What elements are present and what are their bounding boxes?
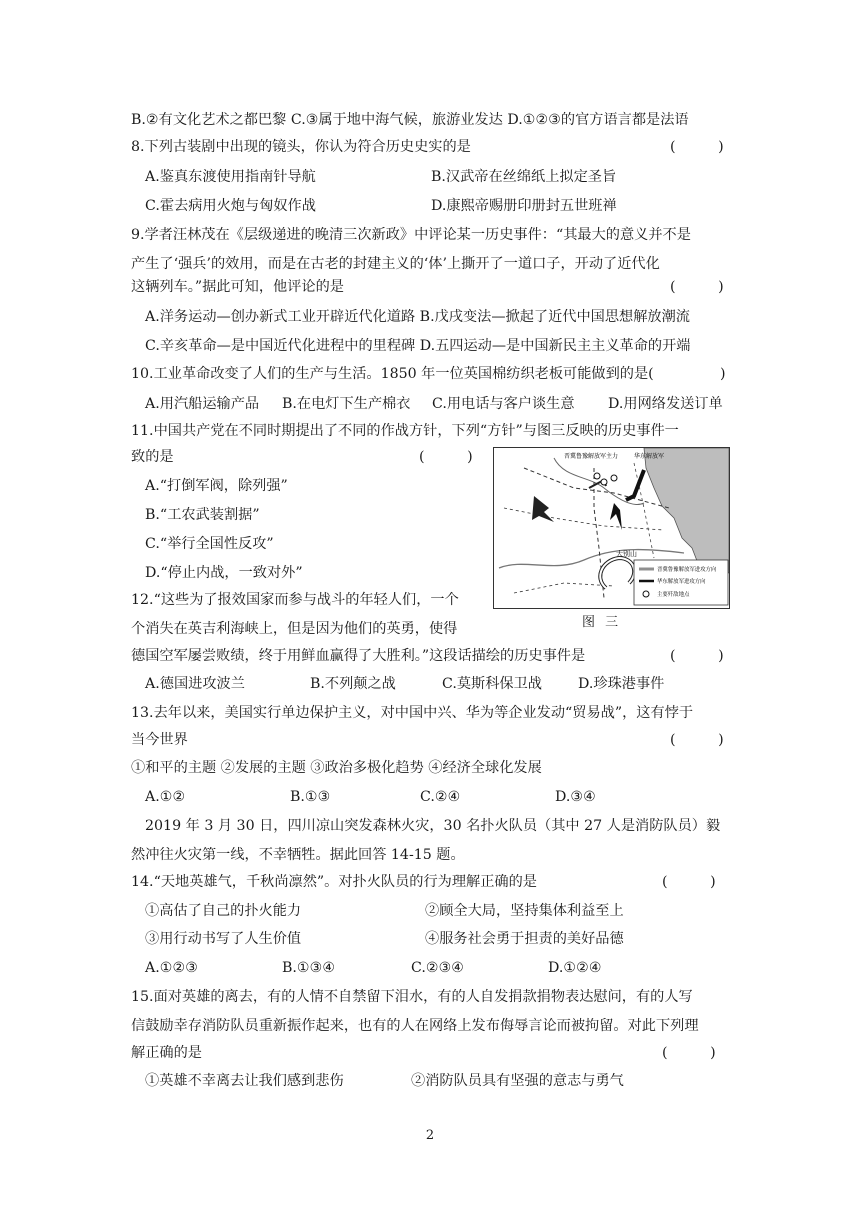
q14-option-a: A.①②③ <box>145 960 198 976</box>
q13-option-a: A.①② <box>145 789 186 805</box>
q11-option-a: A.“打倒军阀，除列强” <box>145 478 288 494</box>
q9-stem-line2: 产生了‘强兵’的效用，而是在古老的封建主义的‘体’上撕开了一道口子，开动了近代化 <box>131 256 660 272</box>
q13-option-c: C.②④ <box>420 789 461 805</box>
label-dbs: 大别山 <box>616 550 637 558</box>
q15-statement-2: ②消防队员具有坚强的意志与勇气 <box>411 1073 624 1089</box>
q8-stem: 8.下列古装剧中出现的镜头，你认为符合历史史实的是 <box>131 139 471 155</box>
q10-option-d: D.用网络发送订单 <box>608 396 723 412</box>
q11-option-c: C.“举行全国性反攻” <box>145 536 274 552</box>
q13-option-b: B.①③ <box>290 789 331 805</box>
q12-stem-line2: 个消失在英吉利海峡上，但是因为他们的英勇，使得 <box>131 621 458 637</box>
q12-option-d: D.珍珠港事件 <box>578 676 665 692</box>
legend-item: 华东解放军进攻方向 <box>657 579 706 585</box>
q12-stem-line3: 德国空军屡尝败绩，终于用鲜血赢得了大胜利。”这段话描绘的历史事件是 <box>131 648 586 664</box>
q12-option-b: B.不列颠之战 <box>310 676 396 692</box>
q10-option-c: C.用电话与客户谈生意 <box>432 396 575 412</box>
q9-stem-line3: 这辆列车。”据此可知，他评论的是 <box>131 279 344 295</box>
q11-option-d: D.“停止内战，一致对外” <box>145 565 303 581</box>
q14-statement-4: ④服务社会勇于担责的美好品德 <box>425 931 624 947</box>
q14-statement-2: ②顾全大局，坚持集体利益至上 <box>425 903 624 919</box>
q14-statement-1: ①高估了自己的扑火能力 <box>145 903 302 919</box>
q11-option-b: B.“工农武装割据” <box>145 507 260 523</box>
q9-stem-line1: 9.学者汪林茂在《层级递进的晚清三次新政》中评论某一历史事件：“其最大的意义并不是 <box>131 227 691 243</box>
q11-stem-line1: 11.中国共产党在不同时期提出了不同的作战方针，下列“方针”与图三反映的历史事件一 <box>131 423 679 439</box>
q15-stem-line2: 信鼓励幸存消防队员重新振作起来，也有的人在网络上发布侮辱言论而被拘留。对此下列理 <box>131 1018 699 1034</box>
q14-option-c: C.②③④ <box>411 960 465 976</box>
q11-stem-line2: 致的是 <box>131 449 174 465</box>
q8-option-b: B.汉武帝在丝绵纸上拟定圣旨 <box>431 169 617 185</box>
q12-option-c: C.莫斯科保卫战 <box>442 676 542 692</box>
q12-stem-line1: 12.“这些为了报效国家而参与战斗的年轻人们，一个 <box>131 592 459 608</box>
q13-stem-line2: 当今世界 <box>131 732 188 748</box>
label-jjy: 晋冀鲁豫解放军主力 <box>564 453 619 460</box>
context-line2: 然冲往火灾第一线，不幸牺牲。据此回答 14-15 题。 <box>131 847 465 863</box>
q10-answer-close: ) <box>720 366 726 382</box>
q14-option-d: D.①②④ <box>548 960 602 976</box>
figure-caption: 图 三 <box>582 615 622 630</box>
q14-option-b: B.①③④ <box>282 960 336 976</box>
page-number: 2 <box>425 1128 435 1143</box>
q14-statement-3: ③用行动书写了人生价值 <box>145 931 302 947</box>
q12-option-a: A.德国进攻波兰 <box>145 676 245 692</box>
label-hd: 华东解放军 <box>634 453 665 460</box>
q13-option-d: D.③④ <box>555 789 596 805</box>
q9-answer-blank: ( ) <box>670 279 724 295</box>
q15-statement-1: ①英雄不幸离去让我们感到悲伤 <box>145 1073 344 1089</box>
legend-item: 主要歼敌地点 <box>657 592 690 598</box>
q13-statements: ①和平的主题 ②发展的主题 ③政治多极化趋势 ④经济全球化发展 <box>131 760 542 776</box>
q11-answer-blank: ( ) <box>419 449 473 465</box>
q8-answer-blank: ( ) <box>670 139 724 155</box>
q15-stem-line3: 解正确的是 <box>131 1045 202 1061</box>
figure-three-map <box>493 447 730 609</box>
q9-options-ab: A.洋务运动—创办新式工业开辟近代化道路 B.戊戌变法—掀起了近代中国思想解放潮流 <box>145 309 690 325</box>
context-line1: 2019 年 3 月 30 日，四川凉山突发森林火灾，30 名扑火队员（其中 27 人是消防队员）毅 <box>145 818 721 834</box>
q9-options-cd: C.辛亥革命—是中国近代化进程中的里程碑 D.五四运动—是中国新民主主义革命的开端 <box>145 338 691 354</box>
q10-option-a: A.用汽船运输产品 <box>145 396 260 412</box>
q10-stem: 10.工业革命改变了人们的生产与生活。1850 年一位英国棉纺织老板可能做到的是( <box>131 366 654 382</box>
legend-item: 晋冀鲁豫解放军进攻方向 <box>657 567 717 573</box>
q15-answer-blank: ( ) <box>662 1045 716 1061</box>
q8-option-c: C.霍去病用火炮与匈奴作战 <box>145 198 316 214</box>
q15-stem-line1: 15.面对英雄的离去，有的人情不自禁留下泪水，有的人自发捐款捐物表达慰问，有的人写 <box>131 989 693 1005</box>
q7-options-bcd: B.②有文化艺术之都巴黎 C.③属于地中海气候，旅游业发达 D.①②③的官方语言都是法语 <box>131 112 689 128</box>
q13-stem-line1: 13.去年以来，美国实行单边保护主义，对中国中兴、华为等企业发动“贸易战”，这有悖于 <box>131 705 694 721</box>
map-graphic <box>494 448 729 608</box>
q12-answer-blank: ( ) <box>670 648 724 664</box>
q10-option-b: B.在电灯下生产棉衣 <box>282 396 411 412</box>
q14-answer-blank: ( ) <box>662 874 716 890</box>
q8-option-a: A.鉴真东渡使用指南针导航 <box>145 169 316 185</box>
q14-stem: 14.“天地英雄气，千秋尚凛然”。对扑火队员的行为理解正确的是 <box>131 874 537 890</box>
q8-option-d: D.康熙帝赐册印册封五世班禅 <box>431 198 617 214</box>
q13-answer-blank: ( ) <box>670 732 724 748</box>
